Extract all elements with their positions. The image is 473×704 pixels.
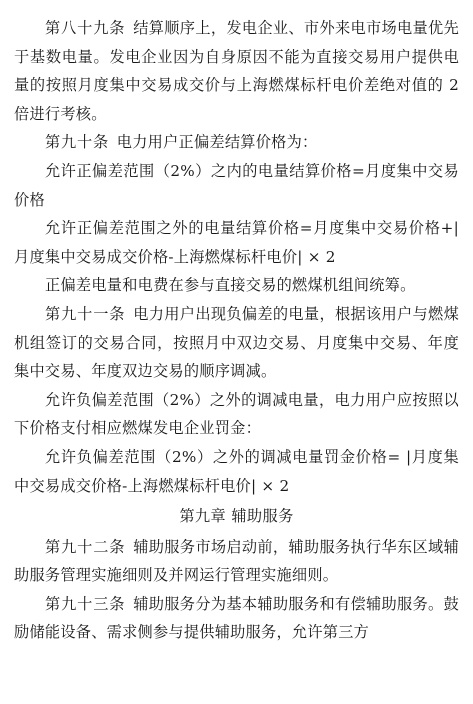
chapter-title: 第九章 辅助服务 xyxy=(179,507,294,526)
article-number: 第九十二条 xyxy=(45,537,126,556)
negative-deviation-penalty xyxy=(14,443,459,500)
article-90 xyxy=(14,128,459,157)
paragraph-text: 允许负偏差范围（2%）之外的调减电量罚金价格= |月度集中交易成交价格-上海燃煤标杆电价| × 2 xyxy=(14,447,459,495)
article-text: 电力用户出现负偏差的电量，根据该用户与燃煤机组签订的交易合同，按照月中双边交易、月度集中交易、年度集中交易、年度双边交易的顺序调减。 xyxy=(14,304,459,381)
paragraph-text: 允许正偏差范围（2%）之内的电量结算价格=月度集中交易价格 xyxy=(14,161,459,209)
article-91 xyxy=(14,300,459,386)
article-text: 辅助服务分为基本辅助服务和有偿辅助服务。鼓励储能设备、需求侧参与提供辅助服务，允许第三方 xyxy=(14,594,459,642)
article-text: 辅助服务市场启动前，辅助服务执行华东区域辅助服务管理实施细则及并网运行管理实施细则。 xyxy=(14,537,459,585)
positive-deviation-settlement xyxy=(14,271,459,300)
article-89 xyxy=(14,14,459,128)
article-93 xyxy=(14,590,459,647)
paragraph-text: 正偏差电量和电费在参与直接交易的燃煤机组间统筹。 xyxy=(45,276,416,295)
article-number: 第九十一条 xyxy=(45,304,126,323)
article-number: 第八十九条 xyxy=(45,19,126,37)
paragraph-text: 允许正偏差范围之外的电量结算价格=月度集中交易价格+|月度集中交易成交价格-上海燃煤标杆电价| × 2 xyxy=(14,219,459,266)
article-number: 第九十三条 xyxy=(45,594,126,613)
positive-deviation-within xyxy=(14,157,459,214)
positive-deviation-outside xyxy=(14,214,459,271)
article-number: 第九十条 xyxy=(45,133,109,152)
article-text: 结算顺序上，发电企业、市外来电市场电量优先于基数电量。发电企业因为自身原因不能为直接交易用户提供电量的按照月度集中交易成交价与上海燃煤标杆电价差绝对值的 2 倍进行考核。 xyxy=(14,19,459,123)
article-text: 电力用户正偏差结算价格为： xyxy=(116,133,318,152)
paragraph-text: 允许负偏差范围（2%）之外的调减电量，电力用户应按照以下价格支付相应燃煤发电企业罚金： xyxy=(14,390,459,438)
negative-deviation-outside xyxy=(14,386,459,443)
article-92 xyxy=(14,533,459,590)
